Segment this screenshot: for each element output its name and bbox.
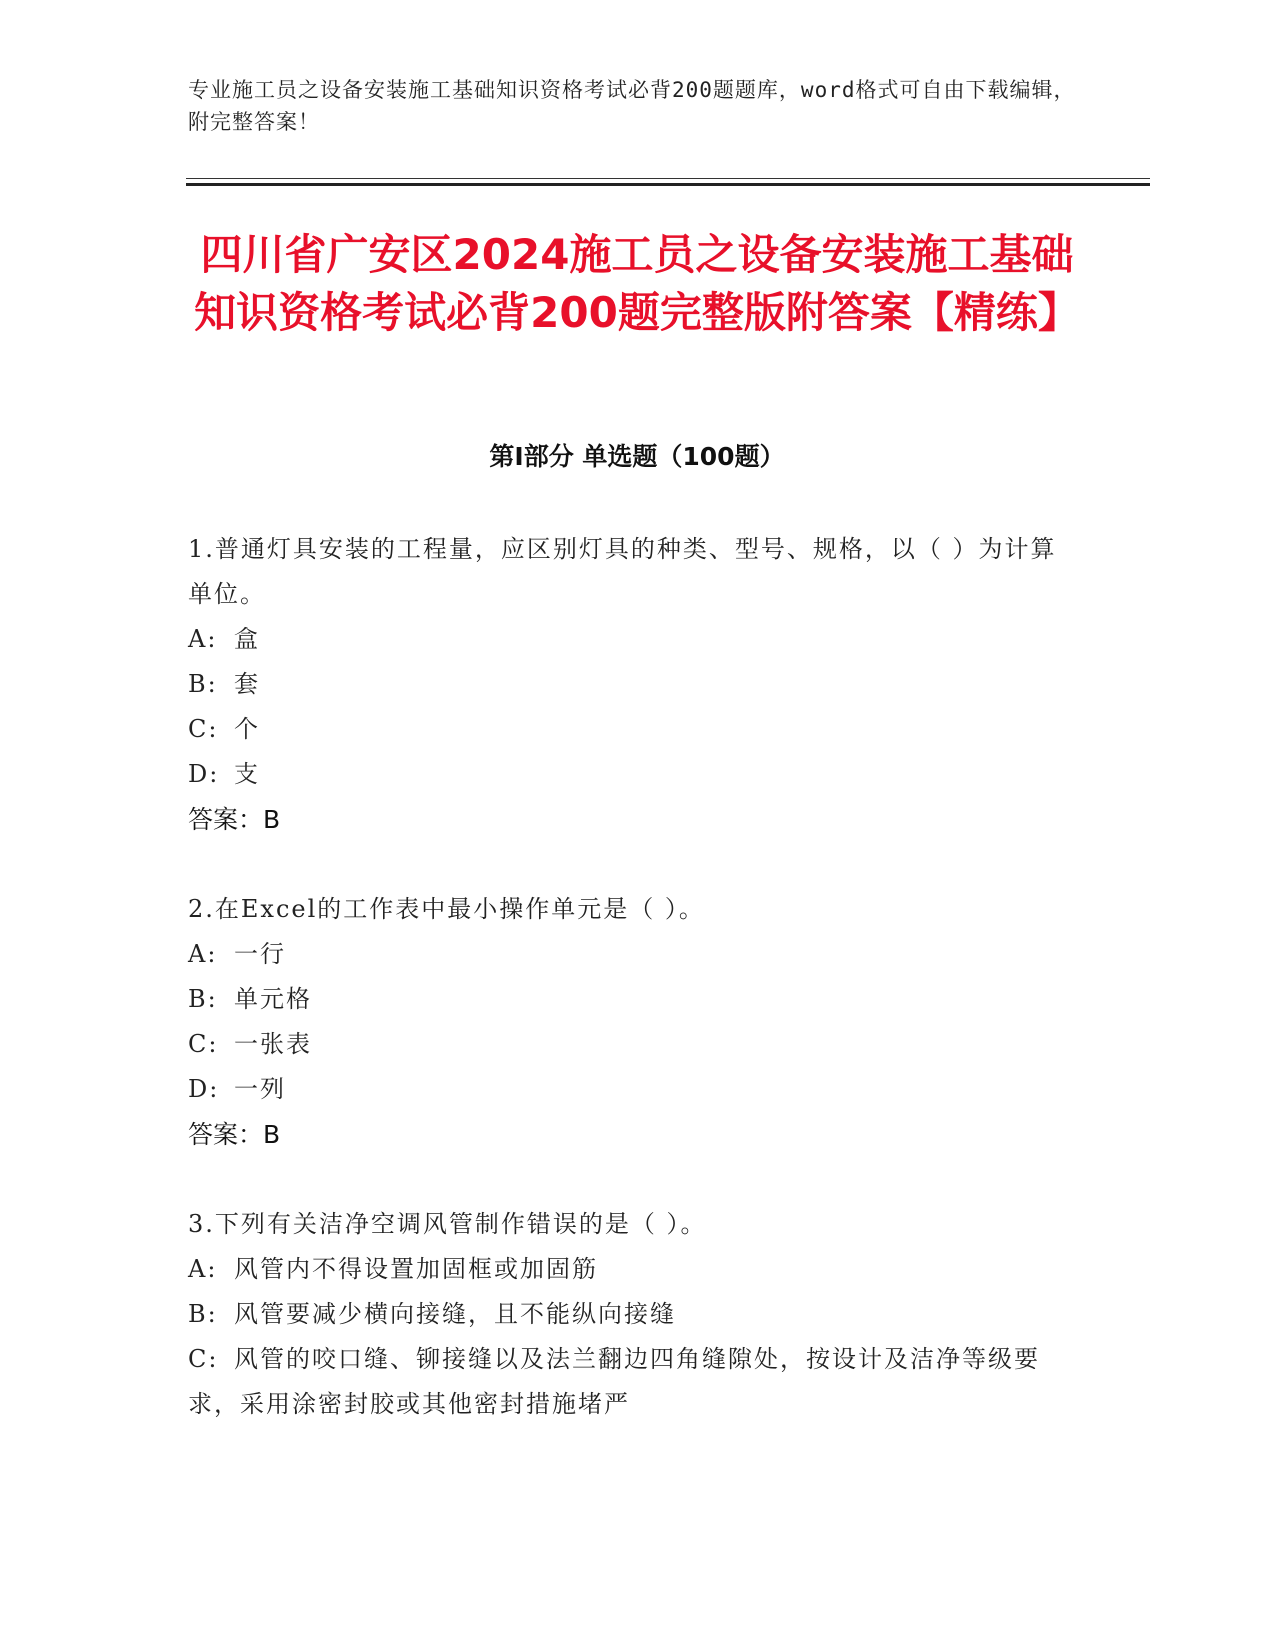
option-text: 一行 — [234, 940, 286, 968]
option-text: 套 — [234, 670, 260, 698]
option-d — [188, 1067, 1078, 1112]
option-letter: D: — [188, 1075, 220, 1103]
option-text: 一张表 — [234, 1030, 312, 1058]
question-1 — [188, 527, 1078, 842]
header-divider-thick — [186, 183, 1150, 186]
option-letter: D: — [188, 760, 220, 788]
option-c — [188, 1337, 1078, 1427]
option-text: 风管要减少横向接缝，且不能纵向接缝 — [234, 1300, 676, 1328]
option-letter: B: — [188, 670, 218, 698]
question-stem: 1.普通灯具安装的工程量，应区别灯具的种类、型号、规格，以（ ）为计算单位。 — [188, 535, 1057, 608]
option-a — [188, 932, 1078, 977]
option-letter: B: — [188, 985, 218, 1013]
option-b — [188, 1292, 1078, 1337]
option-a — [188, 617, 1078, 662]
question-list — [188, 527, 1078, 1427]
option-text: 盒 — [234, 625, 260, 653]
option-d — [188, 752, 1078, 797]
option-text: 个 — [234, 715, 260, 743]
answer-line: 答案：B — [188, 1120, 281, 1149]
option-letter: A: — [188, 1255, 218, 1283]
option-c — [188, 1022, 1078, 1067]
question-2 — [188, 887, 1078, 1157]
option-a — [188, 1247, 1078, 1292]
section-heading: 第I部分 单选题（100题） — [489, 442, 785, 471]
option-letter: C: — [188, 715, 219, 743]
question-stem: 3.下列有关洁净空调风管制作错误的是（ ）。 — [188, 1210, 707, 1238]
option-letter: C: — [188, 1345, 219, 1373]
option-letter: A: — [188, 625, 218, 653]
option-text: 支 — [234, 760, 260, 788]
option-text: 单元格 — [234, 985, 312, 1013]
option-text: 风管的咬口缝、铆接缝以及法兰翻边四角缝隙处，按设计及洁净等级要求，采用涂密封胶或其他密封措施堵严 — [188, 1345, 1040, 1418]
question-stem: 2.在Excel的工作表中最小操作单元是（ ）。 — [188, 895, 705, 923]
option-letter: B: — [188, 1300, 218, 1328]
question-3 — [188, 1202, 1078, 1427]
header-note: 专业施工员之设备安装施工基础知识资格考试必背200题题库，word格式可自由下载编辑，附完整答案！ — [188, 78, 1076, 134]
answer-line: 答案：B — [188, 805, 281, 834]
option-b — [188, 662, 1078, 707]
header-divider-thin — [186, 178, 1150, 179]
document-title: 四川省广安区2024施工员之设备安装施工基础知识资格考试必背200题完整版附答案【精练】 — [194, 230, 1080, 337]
option-b — [188, 977, 1078, 1022]
option-letter: A: — [188, 940, 218, 968]
option-text: 风管内不得设置加固框或加固筋 — [234, 1255, 598, 1283]
option-c — [188, 707, 1078, 752]
option-letter: C: — [188, 1030, 219, 1058]
option-text: 一列 — [234, 1075, 286, 1103]
